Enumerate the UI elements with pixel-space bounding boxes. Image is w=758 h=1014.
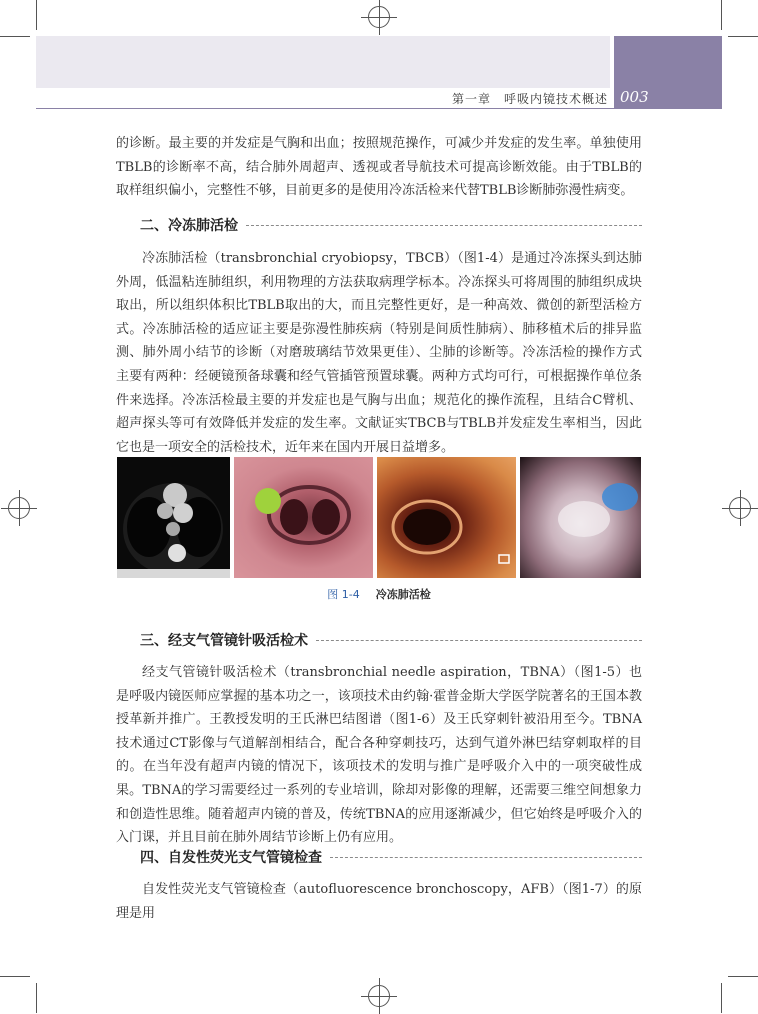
crop-mark [728, 36, 758, 37]
registration-mark-top [368, 6, 390, 28]
figure-title: 冷冻肺活检 [375, 588, 431, 601]
crop-mark [721, 0, 722, 30]
endoscopy-image [377, 457, 516, 578]
section-heading-text: 二、冷冻肺活检 [140, 218, 238, 234]
crop-mark [0, 976, 30, 977]
section-heading-tbna [140, 628, 642, 652]
heading-dashed-rule [246, 225, 642, 226]
figure-caption [116, 586, 642, 602]
cryobiopsy-paragraph: 冷冻肺活检（transbronchial cryobiopsy，TBCB）（图1-4）是通过冷冻探头到达肺外周，低温粘连肺组织，利用物理的方法获取病理学标本。冷冻探头可将周围的肺组织成块取出，所以组织体积比TBLB取出的大，而且完整性更好，是一种高效、微创的新型活检方式。冷冻肺活检的适应证主要是弥漫性肺疾病（特别是间质性肺病）、肺移植术后的排异监测、肺外周小结节的诊断（对磨玻璃结节效果更佳）、尘肺的诊断等。冷冻活检的操作方式主要有两种：经硬镜预备球囊和经气管插管预置球囊。两种方式均可行，可根据操作单位条件来选择。冷冻活检最主要的并发症也是气胸与出血；规范化的操作流程，且结合C臂机、超声探头等可有效降低并发症的发生率。文献证实TBCB与TBLB并发症发生率相当，因此它也是一项安全的活检技术，近年来在国内开展日益增多。 [116, 251, 642, 455]
figure-label: 图 1-4 [327, 588, 360, 601]
crop-mark [36, 983, 37, 1013]
crop-mark [36, 0, 37, 30]
crop-mark [721, 983, 722, 1013]
heading-dashed-rule [316, 640, 642, 641]
heading-dashed-rule [330, 857, 642, 858]
section-heading-text: 四、自发性荧光支气管镜检查 [140, 850, 322, 866]
chapter-title: 第一章 呼吸内镜技术概述 [451, 92, 608, 106]
virtual-bronchoscopy-image [234, 457, 373, 578]
tbna-paragraph: 经支气管镜针吸活检术（transbronchial needle aspiration，TBNA）（图1-5）也是呼吸内镜医师应掌握的基本功之一，该项技术由约翰·霍普金斯大学医学院著名的王国本教授革新并推广。王教授发明的王氏淋巴结图谱（图1-6）及王氏穿刺针被沿用至今。TBNA技术通过CT影像与气道解剖相结合，配合各种穿刺技巧，达到气道外淋巴结穿刺取样的目的。在当年没有超声内镜的情况下，该项技术的发明与推广是呼吸介入中的一项突破性成果。TBNA的学习需要经过一系列的专业培训，除却对影像的理解，还需要三维空间想象力和创造性思维。随着超声内镜的普及，传统TBNA的应用逐渐减少，但它始终是呼吸介入的入门课，并且目前在肺外周结节诊断上仍有应用。 [116, 665, 642, 846]
section-heading-afb [140, 845, 642, 869]
registration-mark-left [8, 497, 30, 519]
section-heading-text: 三、经支气管镜针吸活检术 [140, 633, 308, 649]
registration-mark-bottom [368, 985, 390, 1007]
afb-paragraph: 自发性荧光支气管镜检查（autofluorescence bronchoscopy，AFB）（图1-7）的原理是用 [116, 882, 642, 921]
header-band [36, 36, 610, 88]
cryoprobe-image [520, 457, 641, 578]
intro-paragraph: 的诊断。最主要的并发症是气胸和出血；按照规范操作，可减少并发症的发生率。单独使用TBLB的诊断率不高，结合肺外周超声、透视或者导航技术可提高诊断效能。由于TBLB的取样组织偏小，完整性不够，目前更多的是使用冷冻活检来代替TBLB诊断肺弥漫性病变。 [116, 136, 642, 199]
section-heading-cryobiopsy [140, 213, 642, 237]
page-number: 003 [620, 88, 649, 106]
ct-scan-image [117, 457, 230, 578]
crop-mark [728, 976, 758, 977]
crop-mark [0, 36, 30, 37]
header-rule [36, 108, 722, 109]
registration-mark-right [729, 497, 751, 519]
